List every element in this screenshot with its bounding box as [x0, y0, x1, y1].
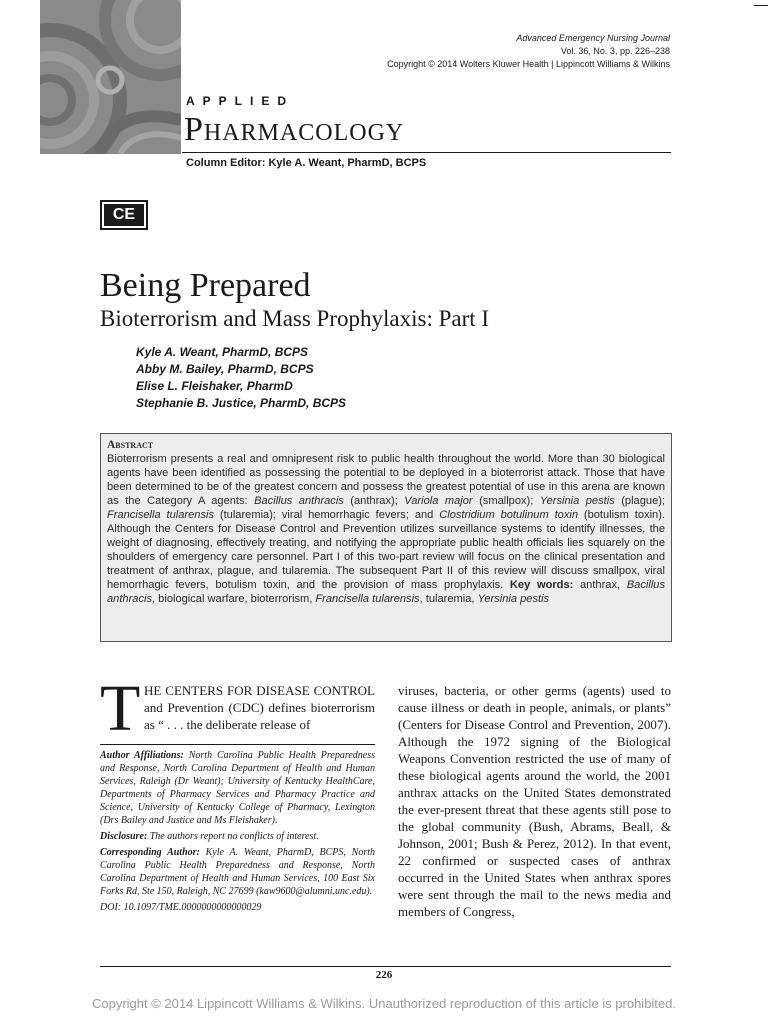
author-affiliations — [100, 744, 375, 914]
affiliations-text: Author Affiliations: North Carolina Public Health Preparedness and Response, North Carolina Department of Health and Human Services, Raleigh (Dr Weant); University of Kentucky HealthCare, Departments of Pharmacy Services and Pharmacy Practice and Science, University of Kentucky College of Pharmacy, Lexington (Drs Bailey and Justice and Ms Fleishaker). — [100, 750, 376, 826]
footer-copyright: Copyright © 2014 Lippincott Williams & Wilkins. Unauthorized reproduction of this article is prohibited. — [91, 996, 676, 1011]
journal-info — [387, 32, 670, 71]
keywords-label: Key words: — [509, 579, 574, 591]
journal-copyright: Copyright © 2014 Wolters Kluwer Health | Lippincott Williams & Wilkins — [387, 59, 670, 69]
ce-badge — [100, 200, 148, 230]
header-rule — [182, 152, 671, 153]
disclosure-text: Disclosure: The authors report no conflicts of interest. — [100, 831, 319, 842]
abstract-text: Bioterrorism presents a real and omnipresent risk to public health throughout the world. More than 30 biological agents have been identified as possessing the potential to be deployed in a bioterrorist attack. Those that have been determined to be of the greatest concern and possess the greatest potential of use in this arena are known as the Category A agents: Bacillus anthracis (anthrax); Variola major (smallpox); Yersinia pestis (plague); Francisella tularensis (tularemia); viral hemorrhagic fevers; and Clostridium botulinum toxin (botulism toxin). Although the Centers for Disease Control and Prevention utilizes surveillance systems to identify illnesses, the weight of diagnosing, effectively treating, and notifying the appropriate public health officials lies squarely on the shoulders of emergency care personnel. Part I of this two-part review will focus on the clinical presentation and treatment of anthrax, plague, and tularemia. The subsequent Part II of this review will discuss smallpox, viral hemorrhagic fevers, botulism toxin, and the provision of mass prophylaxis. Key words: anthrax, Bacillus anthracis, biological warfare, bioterrorism, Francisella tularensis, tularemia, Yersinia pestis — [107, 453, 666, 605]
decorative-banner — [40, 0, 181, 154]
abstract-heading: Abstract — [107, 439, 154, 451]
abstract-box — [100, 433, 672, 642]
corresponding-author: Corresponding Author: Kyle A. Weant, PharmD, BCPS, North Carolina Public Health Preparedness and Response, North Carolina Department of Health and Human Services, 100 East Six Forks Rd, Ste 150, Raleigh, NC 27699 (kaw9600@alumni.unc.edu). — [100, 847, 375, 897]
article-title: Being Prepared — [100, 267, 311, 304]
corner-mark — [754, 5, 768, 6]
swirl-graphic-icon — [40, 0, 181, 154]
body-paragraph: viruses, bacteria, or other germs (agents) used to cause illness or death in people, animals, or plants” (Centers for Disease Control and Prevention, 2007). Although the 1972 signing of the Biological Weapons Convention restricted the use of many of these biological agents around the world, the 2001 anthrax attacks on the United States demonstrated the ever-present threat that these agents still pose to the global community (Bush, Abrams, Beall, & Johnson, 2001; Bush & Perez, 2012). In that event, 22 confirmed or suspected cases of anthrax occurred in the United States when anthrax spores were sent through the mail to the news media and members of Congress, — [398, 683, 671, 919]
drop-cap: T — [100, 672, 141, 745]
intro-paragraph — [100, 672, 375, 745]
doi-text: DOI: 10.1097/TME.0000000000000029 — [100, 902, 262, 913]
footer-rule — [100, 966, 671, 967]
author-list — [136, 344, 346, 412]
author-name: Kyle A. Weant, PharmD, BCPS — [136, 345, 309, 359]
author-name: Elise L. Fleishaker, PharmD — [136, 379, 293, 393]
article-subtitle: Bioterrorism and Mass Prophylaxis: Part I — [100, 306, 490, 331]
series-label-small: APPLIED — [186, 94, 295, 108]
author-name: Abby M. Bailey, PharmD, BCPS — [136, 362, 314, 376]
journal-volume: Vol. 36, No. 3, pp. 226–238 — [560, 46, 670, 56]
series-label-big: Pharmacology — [184, 111, 405, 148]
author-name: Stephanie B. Justice, PharmD, BCPS — [136, 396, 347, 410]
column-editor: Column Editor: Kyle A. Weant, PharmD, BCPS — [186, 157, 427, 169]
ce-badge-label: CE — [104, 204, 144, 226]
intro-text: HE CENTERS FOR DISEASE CONTROL and Prevention (CDC) defines bioterrorism as “ . . . the deliberate release of — [144, 683, 375, 732]
page-number: 226 — [375, 969, 393, 981]
journal-name: Advanced Emergency Nursing Journal — [516, 33, 670, 43]
left-column — [100, 672, 376, 917]
right-column — [398, 682, 671, 920]
